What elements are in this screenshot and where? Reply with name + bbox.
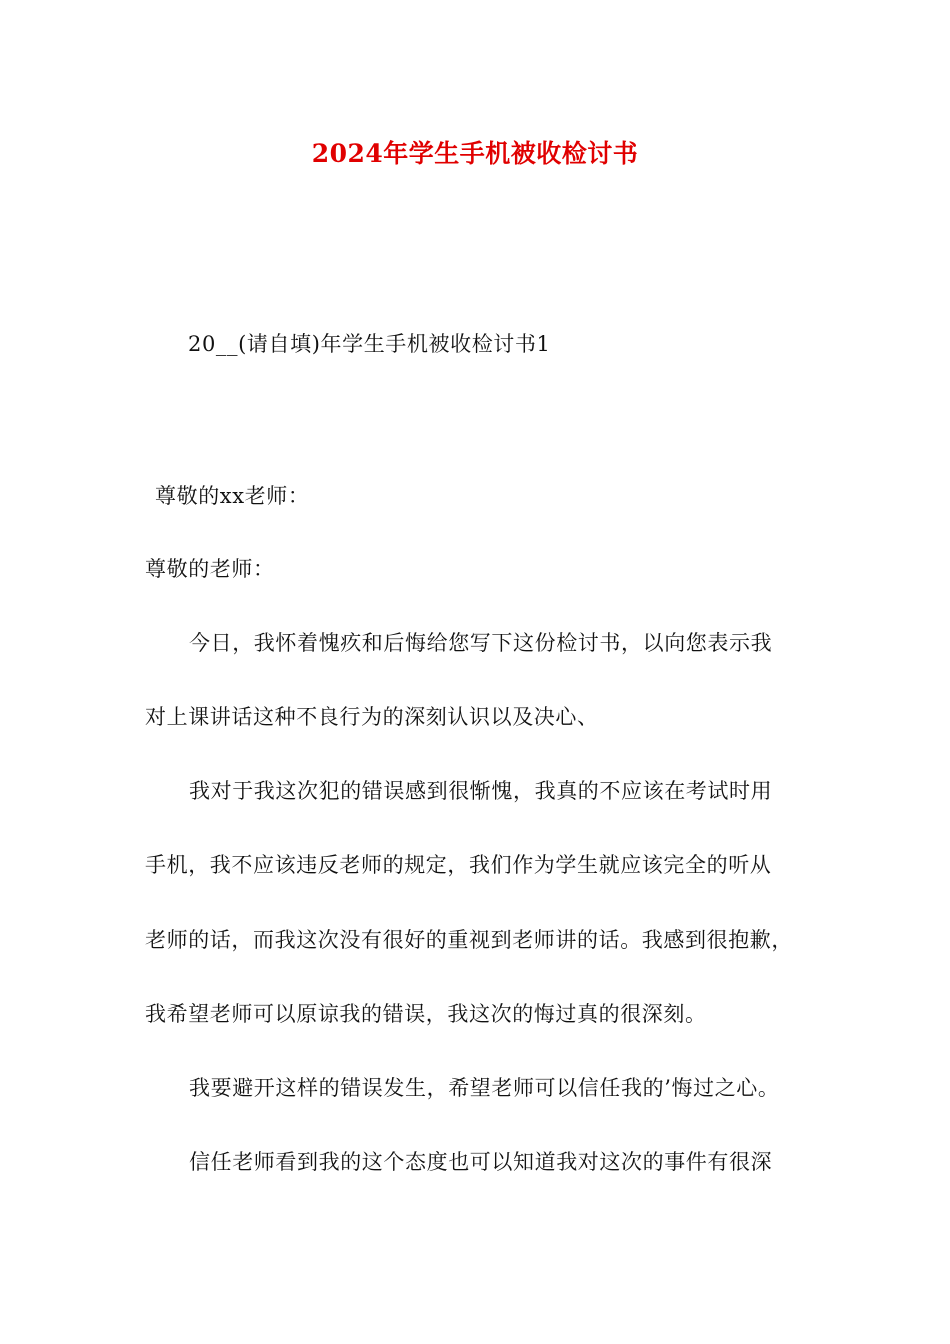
document-title: 2024年学生手机被收检讨书 bbox=[311, 139, 639, 168]
body-line: 老师的话，而我这次没有很好的重视到老师讲的话。我感到很抱歉， bbox=[145, 928, 793, 952]
body-line: 信任老师看到我的这个态度也可以知道我对这次的事件有很深 bbox=[189, 1150, 773, 1174]
body-line: 手机，我不应该违反老师的规定，我们作为学生就应该完全的听从 bbox=[145, 853, 772, 877]
body-line: 对上课讲话这种不良行为的深刻认识以及决心、 bbox=[145, 705, 599, 729]
document-subtitle: 20__(请自填)年学生手机被收检讨书1 bbox=[188, 332, 551, 356]
salutation-line: 尊敬的xx老师： bbox=[155, 484, 310, 508]
salutation-line: 尊敬的老师： bbox=[145, 557, 275, 581]
body-line: 我希望老师可以原谅我的错误，我这次的悔过真的很深刻。 bbox=[145, 1002, 707, 1026]
body-line: 我要避开这样的错误发生，希望老师可以信任我的’悔过之心。 bbox=[189, 1076, 780, 1100]
body-line: 今日，我怀着愧疚和后悔给您写下这份检讨书，以向您表示我 bbox=[189, 631, 773, 655]
body-line: 我对于我这次犯的错误感到很惭愧，我真的不应该在考试时用 bbox=[189, 779, 773, 803]
